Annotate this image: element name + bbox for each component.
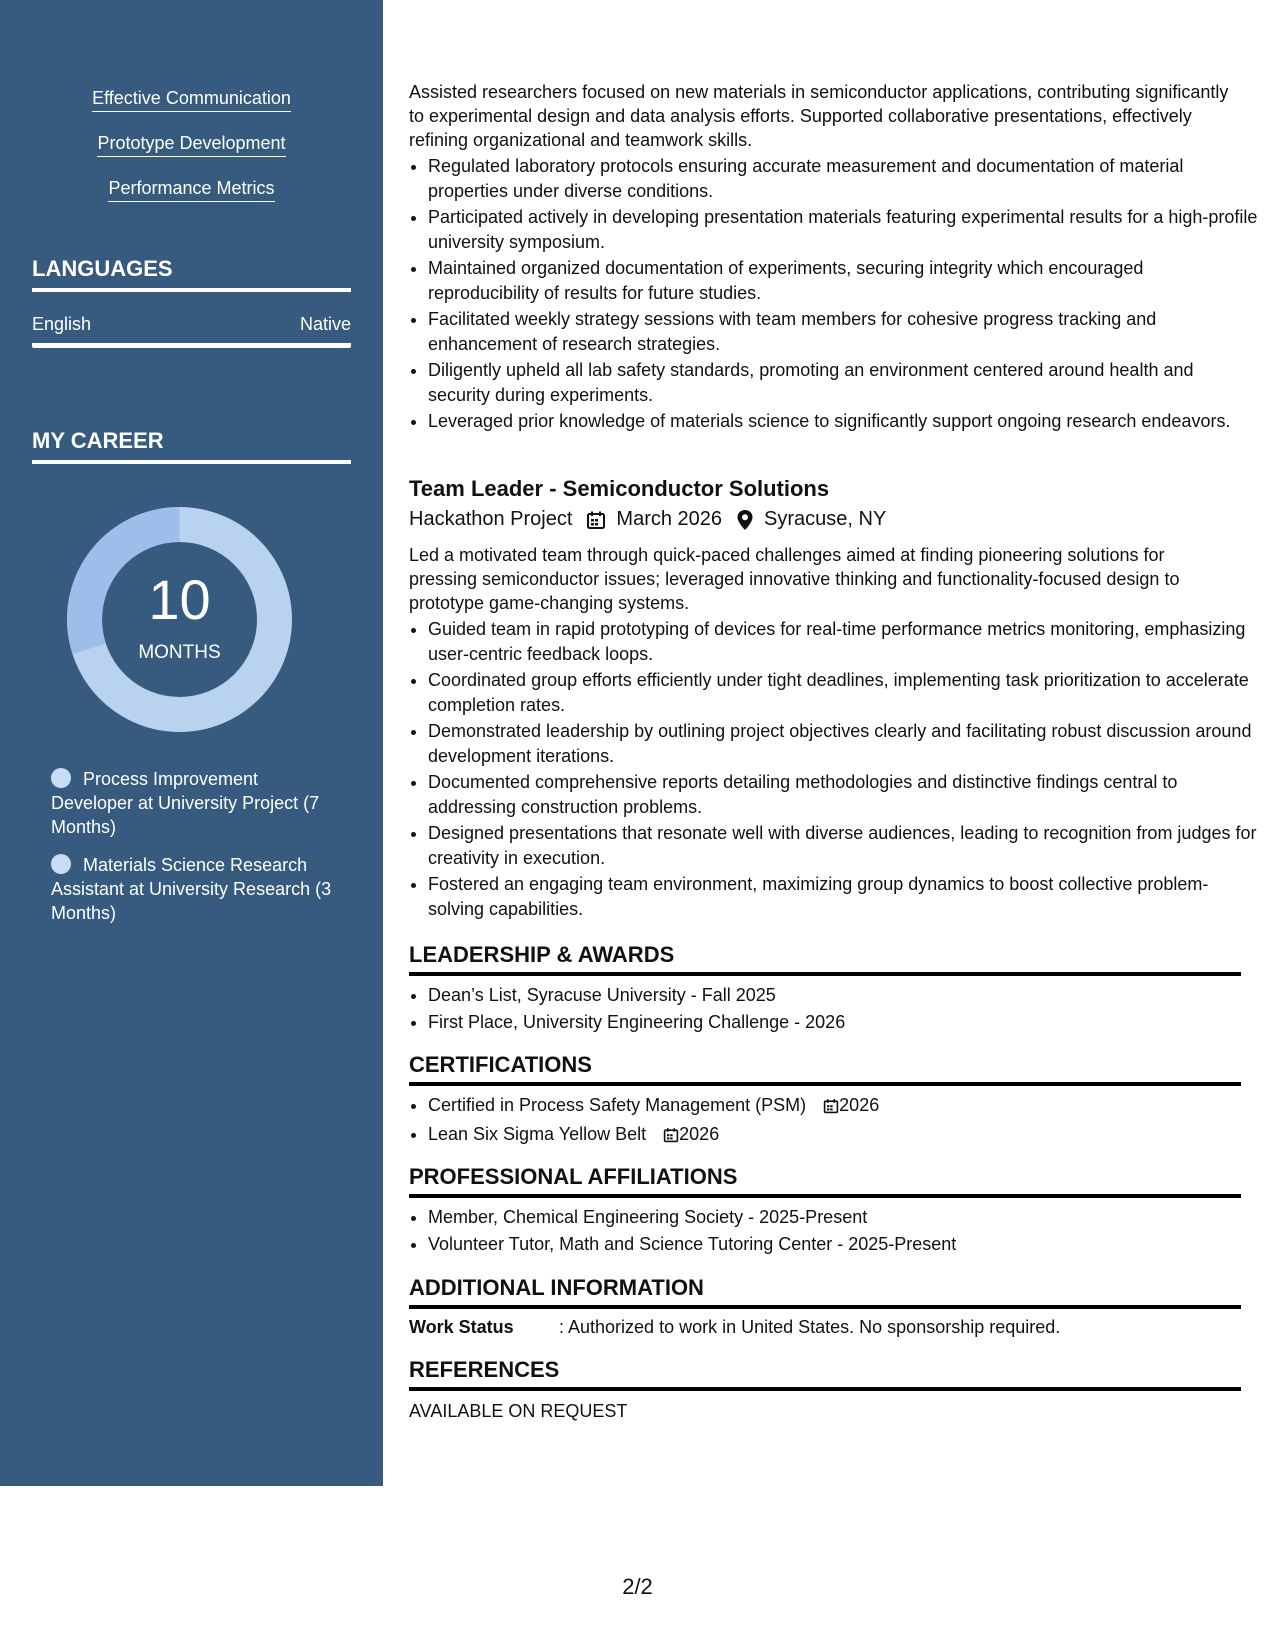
skill-item: Prototype Development — [0, 133, 383, 154]
work-status-value: : Authorized to work in United States. No sponsorship required. — [559, 1317, 1061, 1337]
career-item: Process Improvement Developer at University Project (7 Months) — [51, 769, 320, 837]
cert-year: 2026 — [679, 1123, 720, 1144]
job-description: Led a motivated team through quick-paced challenges aimed at finding pioneering solutions for pressing semiconductor issues; leveraged innovative thinking and functionality-focused design to prototype game-changing systems. — [409, 545, 1180, 613]
career-total-value: 10 — [148, 568, 211, 631]
skill-item: Performance Metrics — [0, 178, 383, 199]
list-item: • Guided team in rapid prototyping of devices for real-time performance metrics monitoring, emphasizing user-centric feedback loops. — [428, 617, 1258, 666]
list-item: • Leveraged prior knowledge of materials science to significantly support ongoing research endeavors. — [428, 409, 1258, 434]
additional-info-heading: ADDITIONAL INFORMATION — [409, 1275, 1241, 1309]
map-pin-icon — [736, 509, 754, 531]
languages-heading: LANGUAGES — [32, 256, 351, 292]
work-status-row — [409, 1317, 1060, 1338]
job-bullet-list — [409, 617, 1258, 923]
language-row — [32, 314, 351, 348]
list-item: • Participated actively in developing presentation materials featuring experimental results for a high-profile university symposium. — [428, 205, 1258, 254]
leadership-heading: LEADERSHIP & AWARDS — [409, 942, 1241, 976]
references-heading: REFERENCES — [409, 1357, 1241, 1391]
language-name: English — [32, 314, 92, 334]
career-heading: MY CAREER — [32, 428, 351, 464]
intro-bullet-list — [409, 154, 1258, 436]
work-status-label: Work Status — [409, 1317, 514, 1337]
language-level: Native — [299, 314, 351, 334]
affiliations-list — [409, 1205, 1258, 1258]
legend-dot — [51, 768, 71, 788]
career-total-unit: MONTHS — [138, 642, 221, 663]
job-title: Team Leader - Semiconductor Solutions — [409, 476, 830, 501]
list-item: • Facilitated weekly strategy sessions with team members for cohesive progress tracking and enhancement of research strategies. — [428, 307, 1258, 356]
job-date: March 2026 — [616, 508, 723, 530]
sidebar — [0, 0, 383, 1486]
list-item: • Volunteer Tutor, Math and Science Tutoring Center - 2025-Present — [428, 1232, 1258, 1257]
job-company: Hackathon Project — [409, 508, 573, 530]
legend-dot — [51, 854, 71, 874]
references-text: AVAILABLE ON REQUEST — [409, 1401, 628, 1421]
skill-item: Effective Communication — [0, 88, 383, 109]
leadership-list — [409, 983, 1258, 1036]
certifications-list — [409, 1093, 1258, 1148]
list-item — [428, 1122, 1258, 1147]
career-item: Materials Science Research Assistant at University Research (3 Months) — [51, 855, 332, 923]
list-item: • Fostered an engaging team environment, maximizing group dynamics to boost collective problem-solving capabilities. — [428, 872, 1258, 921]
list-item: • Maintained organized documentation of experiments, securing integrity which encouraged reproducibility of results for future studies. — [428, 256, 1258, 305]
calendar-icon — [663, 1127, 679, 1143]
affiliations-heading: PROFESSIONAL AFFILIATIONS — [409, 1164, 1241, 1198]
job-location: Syracuse, NY — [764, 508, 887, 530]
list-item: • Member, Chemical Engineering Society - 2025-Present — [428, 1205, 1258, 1230]
calendar-icon — [823, 1098, 839, 1114]
intro-paragraph: Assisted researchers focused on new materials in semiconductor applications, contributing significantly to experimental design and data analysis efforts. Supported collaborative presentations, effectively refining organizational and teamwork skills. — [409, 82, 1229, 150]
cert-name: Certified in Process Safety Management (PSM) — [428, 1095, 807, 1115]
list-item: • Documented comprehensive reports detailing methodologies and distinctive findings central to addressing construction problems. — [428, 770, 1258, 819]
list-item — [428, 1093, 1258, 1118]
job-meta — [409, 508, 886, 531]
cert-name: Lean Six Sigma Yellow Belt — [428, 1123, 647, 1144]
list-item: • Designed presentations that resonate well with diverse audiences, leading to recognition from judges for creativity in execution. — [428, 821, 1258, 870]
certifications-heading: CERTIFICATIONS — [409, 1052, 1241, 1086]
list-item: • Coordinated group efforts efficiently under tight deadlines, implementing task prioritization to accelerate completion rates. — [428, 668, 1258, 717]
list-item: • Dean’s List, Syracuse University - Fall 2025 — [428, 983, 1258, 1008]
calendar-icon — [586, 510, 606, 530]
list-item: • Regulated laboratory protocols ensuring accurate measurement and documentation of material properties under diverse conditions. — [428, 154, 1258, 203]
list-item: • Demonstrated leadership by outlining project objectives clearly and facilitating robust discussion around development iterations. — [428, 719, 1258, 768]
list-item: • Diligently upheld all lab safety standards, promoting an environment centered around health and security during experiments. — [428, 358, 1258, 407]
list-item: • First Place, University Engineering Challenge - 2026 — [428, 1010, 1258, 1035]
cert-year: 2026 — [839, 1095, 880, 1115]
page-number: 2/2 — [622, 1574, 653, 1599]
